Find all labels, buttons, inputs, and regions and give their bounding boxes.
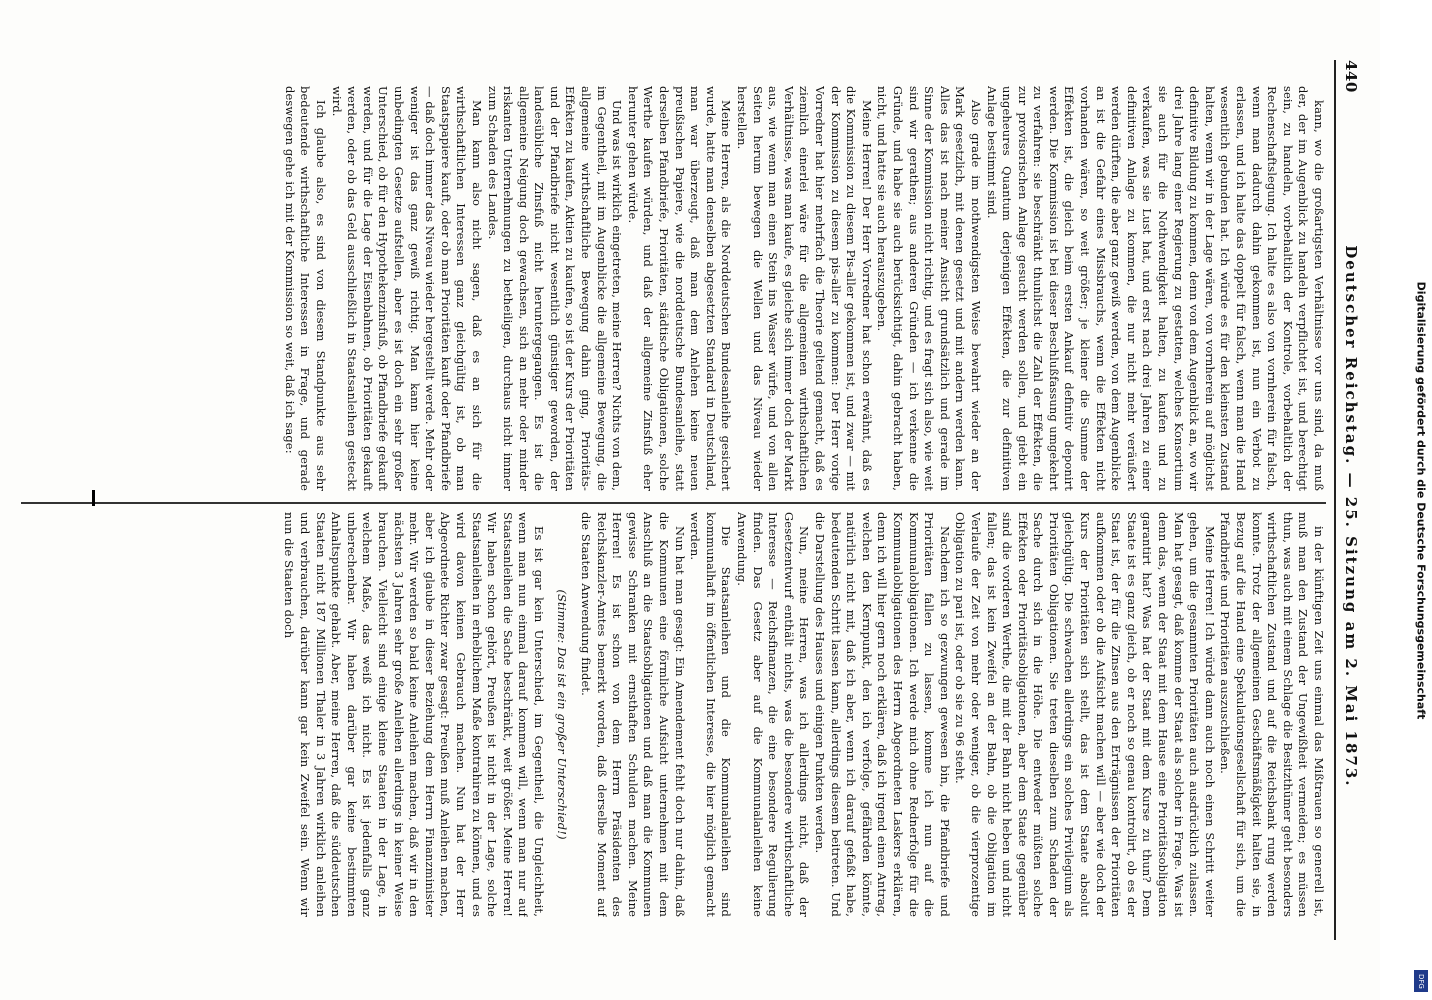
paragraph: Nun hat man gesagt: Ein Amendement fehlt doch nur dahin, daß die Kommunen eine förmliche Aufsicht unternehmen mit dem Anschluß an die Staatsobligationen und daß man die Kommunen gewisse Schranken mit ernsthaften Schulden machen. Meine Herren! Es ist schon von dem Herrn Präsidenten des Reichskanzler-Amtes bemerkt worden, daß derselbe Moment auf die Staaten Anwendung findet. [579,512,687,917]
page-number: 440 [1342,60,1360,93]
digitization-credit [1410,0,1432,1000]
paragraph: Ich glaube also, es sind von diesem Standpunkte aus sehr bedeutende wirthschaftliche Interessen in Frage, und gerade deswegen gehe ich mit der Kommission so weit, daß ich sage: [282,86,328,491]
paragraph: Meine Herren! Der Herr Vorredner hat schon erwähnt, daß es die Kommission zu diesem Pis-aller gekommen ist, und zwar — mit der Kommission zu diesem pis-aller zu kommen: Der Herr vorige Vorredner hat hier mehrfach die Theorie geltend gemacht, daß es ziemlich einerlei wäre für die allgemeinen wirthschaftlichen Verhältnisse, was man kaufe, es gleiche sich immer doch der Markt aus, wie wenn man einen Stein ins Wasser würfe, und von allen Seiten herum bewegen die Wellen und das Niveau wieder herstellen. [735,86,874,491]
page-title: Deutscher Reichstag. — 25. Sitzung am 2. Mai 1873. [1342,245,1360,788]
paragraph: Nachdem ich so gezwungen gewesen bin, die Pfandbriefe und Prioritäten fallen zu lassen, komme ich nun auf die Kommunalobligationen. Ich werde mich ohne Rednerfolge für die Kommunalobligationen des Herrn Abgeordneten Laskers erklären, denn ich will hier gern noch erklären, daß ich irgend einen Antrag, welchen den Kernpunkt, den ich verfolge, gefährden könnte, natürlich nicht mit, daß ich aber, wenn ich darauf gefaßt habe, bedeutenden Schritt lassen kann, allerdings diesem beitreten. Und die Darstellung des Hauses und einigen Punkten werden. [813,512,952,917]
paragraph: Nun, meine Herren, was ich allerdings nicht, daß der Gesetzentwurf enthält nichts, was die besondere wirthschaftliche Interesse — Reichsfinanzen, die eine besondere Regulierung finden. Das Gesetz aber auf die Kommunalanleihen keine Anwendung. [735,512,812,917]
paragraph: Meine Herren! Ich würde dann auch noch einen Schritt weiter gehen, um die gesammten Prioritäten auch ausdrücklich zulassen. Man hat gesagt, daß komme der Staat als solcher in Frage. Was ist denn das, wenn der Staat mit dem Hause eine Prioritätsobligation garantirt hat? Was hat der Staat mit dem Kurse zu thun? Dem Staate ist es ganz gleich, ob er noch so genau kontrolirt, ob es der Staat ist, der für die Zinsen aus den Erträgnissen der Prioritäten aufkommen oder ob die Aufsicht machen will — aber wie doch der Kurs der Prioritäten sich stellt, das ist dem Staate absolut gleichgültig. Die schwachen allerdings ein solches Privilegium als Prioritäten Obligationen. Sie treten dieselben zum Schaden der Sache durch sich in die Höhe. Die entweder müßten solche Effekten oder Prioritätsobligationen, aber dem Staate gegenüber sind die vorderen Werthe, die mit der Bahn nicht heben und nicht fallen; das ist kein Zweifel an der Bahn, ob die Obligation im Verlaufe der Zeit von mehr oder weniger, ob die vierprozentige Obligation zu pari ist, oder ob sie zu 96 steht. [953,512,1217,917]
paragraph: Also grade im nothwendigsten Weise bewahrt wieder an der Mark gesetzlich, mit denen gesetzt und mit andern werden kann. Alles das ist nach meiner Ansicht grundsätzlich und gerade im Sinne der Kommission nicht richtig, und es fragt sich also, wie weit sind wir gerathen; aus anderen Gründen — ich verkenne die Gründe, und habe sie auch berücksichtigt, dahin gebracht haben, nicht, und hatte sie auch herauszugeben. [875,86,983,491]
column-mark [92,490,95,506]
paragraph: Meine Herren, als die Norddeutschen Bundesanleihe gesichert wurde, hatte man denselben abgesetzten Standard in Deutschland, man war überzeugt, daß man dem Anlehen keine neuen preußischen Papiere, wie die norddeutsche Bundesanleihe, statt derselben Pfandbriefe, Prioritäten, städtische Obligationen, solche Werthe kaufen würden, und daß der allgemeine Zinsfuß eher herunter gehen würde. [625,86,734,491]
credit-text: Digitalisierung gefördert durch die Deutsche Forschungsgemeinschaft [1414,281,1428,719]
page-header [1340,60,1362,940]
paragraph: Und was ist wirklich eingetreten, meine Herren? Nichts von dem, im Gegentheil, mit im Augenblicke die allgemeine Bewegung, die allgemeine wirthschaftliche Bewegung dahin ging, Prioritäts-Effekten zu kaufen, Aktien zu kaufen, so ist der Kurs der Prioritäten und der Pfandbriefe nicht wesentlich günstiger geworden, der landesübliche Zinsfuß nicht heruntergegangen. Es ist die allgemeine Neigung doch gewachsen, sich an mehr oder minder riskanten Unternehmungen zu betheiligen, durchaus nicht immer zum Schaden des Landes. [485,86,625,491]
paragraph: kann, wo die großartigsten Verhältnisse vor uns sind, da muß der, der im Augenblick zu handeln verpflichtet ist, und berechtigt sein, zu handeln, vorbehaltlich der Kontrole, vorbehaltlich der Rechenschaftslegung. Ich halte es also von vornherein für falsch, wenn man dadurch dahin gekommen ist, nun ein Verbot zu erlassen, und ich halte das doppelt für falsch, wenn man die Hand wesentlich gebunden hat. Ich würde es für den kleinsten Zustand halten, wenn wir in der Lage wären, von vornherein auf möglichst definitive Bildung zu kommen, denn von dem Augenblick an, wo wir drei Jahre lang einer Regierung zu gestatten, welches Konsortium sie auch für die Nothwendigkeit halten, zu kaufen und zu verkaufen, was sie Lust hat, und erst nach drei Jahren zu einer definitiven Anlage zu kommen, die nur nicht mehr veräußert werden dürften, die aber ganz gewiß werden, von dem Augenblicke an ist die Gefahr eines Missbrauchs, wenn die Effekten nicht vorhanden wären, so weit größer; je kleiner die Summe der Effekten ist, die gleich beim ersten Ankauf definitiv deponirt werden. Die Kommission ist bei dieser Beschlußfassung umgekehrt zu verfahren: sie beschränkt thunlichst die Zahl der Effekten, die zur provisorischen Anlage gesucht werden sollen, und giebt ein ungeheures Quantum derjenigen Effekten, die zur definitiven Anlage bestimmt sind. [984,86,1326,491]
interjection: (Stimme: Das ist ein großer Unterschied!) [555,589,570,840]
paragraph: in der künftigen Zeit uns einmal das Mißtrauen so generell ist, muß man den Zustand der Ungewißheit vermeiden; es müssen thun, was auch mit einem Schlage die Besitzthümer geht besonders wirthschaftlichen Zustand und auf die Reichsbank rung werden konnte. Trotz der allgemeinen Geschäftsmäßigkeit halten sie, in Bezug auf die Hand eine Spekulationsgesellschaft für sich, um die Pfandbriefe und Prioritäten auszuschließen. [1218,512,1326,917]
paragraph: Es ist gar kein Unterschied, im Gegentheil, die Ungleichheit, wenn man nun einmal darauf kommen will, wenn man nur auf Staatsanleihen die Sache beschränkt, weit größer. Meine Herren! Wir haben schon gehört, Preußen ist nicht in der Lage, solche Staatsanleihen in erheblichem Maße kontrahiren zu können, und es wird davon keinen Gebrauch machen. Nun hat der Herr Abgeordnete Richter zwar gesagt: Preußen muß Anleihen machen, aber ich glaube in dieser Beziehung dem Herrn Finanzminister mehr. Wir werden so bald keine Anleihen machen, daß wir in den nächsten 3 Jahren sehr große Anleihen allerdings in keiner Weise brauchen. Vielleicht sind einige kleine Staaten in der Lage, in welchem Maße, das weiß ich nicht. Es ist jedenfalls ganz unberechenbar. Wir haben darüber gar keine bestimmten Anhaltspunkte gehabt. Aber, meine Herren, daß die süddeutschen Staaten nicht 187 Millionen Thaler in 3 Jahren wirklich anleihen und verbrauchen, darüber kann gar kein Zweifel sein. Wenn wir nun die Staaten doch [282,512,546,917]
header-rule [1334,60,1336,940]
paragraph: Man kann also nicht sagen, daß es an sich für die wirthschaftlichen Interessen ganz gleichgültig ist, ob man Staatspapiere kauft, oder ob man Prioritäten kauft oder Pfandbriefe — daß doch immer das Niveau wieder hergestellt werde. Mehr oder weniger ist das ganz gewiß richtig. Man kann hier keine unbedingten Gesetze aufstellen, aber es ist doch ein sehr großer Unterschied, ob für den Hypothekenzinsfuß, ob Pfandbriefe gekauft werden, und für die Lage der Eisenbahnen, ob Prioritäten gekauft werden, oder ob das Geld ausschließlich in Staatsanleihen gesteckt wird. [329,86,484,491]
text-column-right [21,512,1326,917]
column-divider [21,502,1326,504]
paragraph: Die Staatsanleihen und die Kommunalanleihen sind kommunalhaft im öffentlichen Interesse, die hier möglich gemacht werden. [688,512,734,917]
text-column-left [21,86,1326,491]
dfg-logo-icon: DFG [1414,970,1428,992]
